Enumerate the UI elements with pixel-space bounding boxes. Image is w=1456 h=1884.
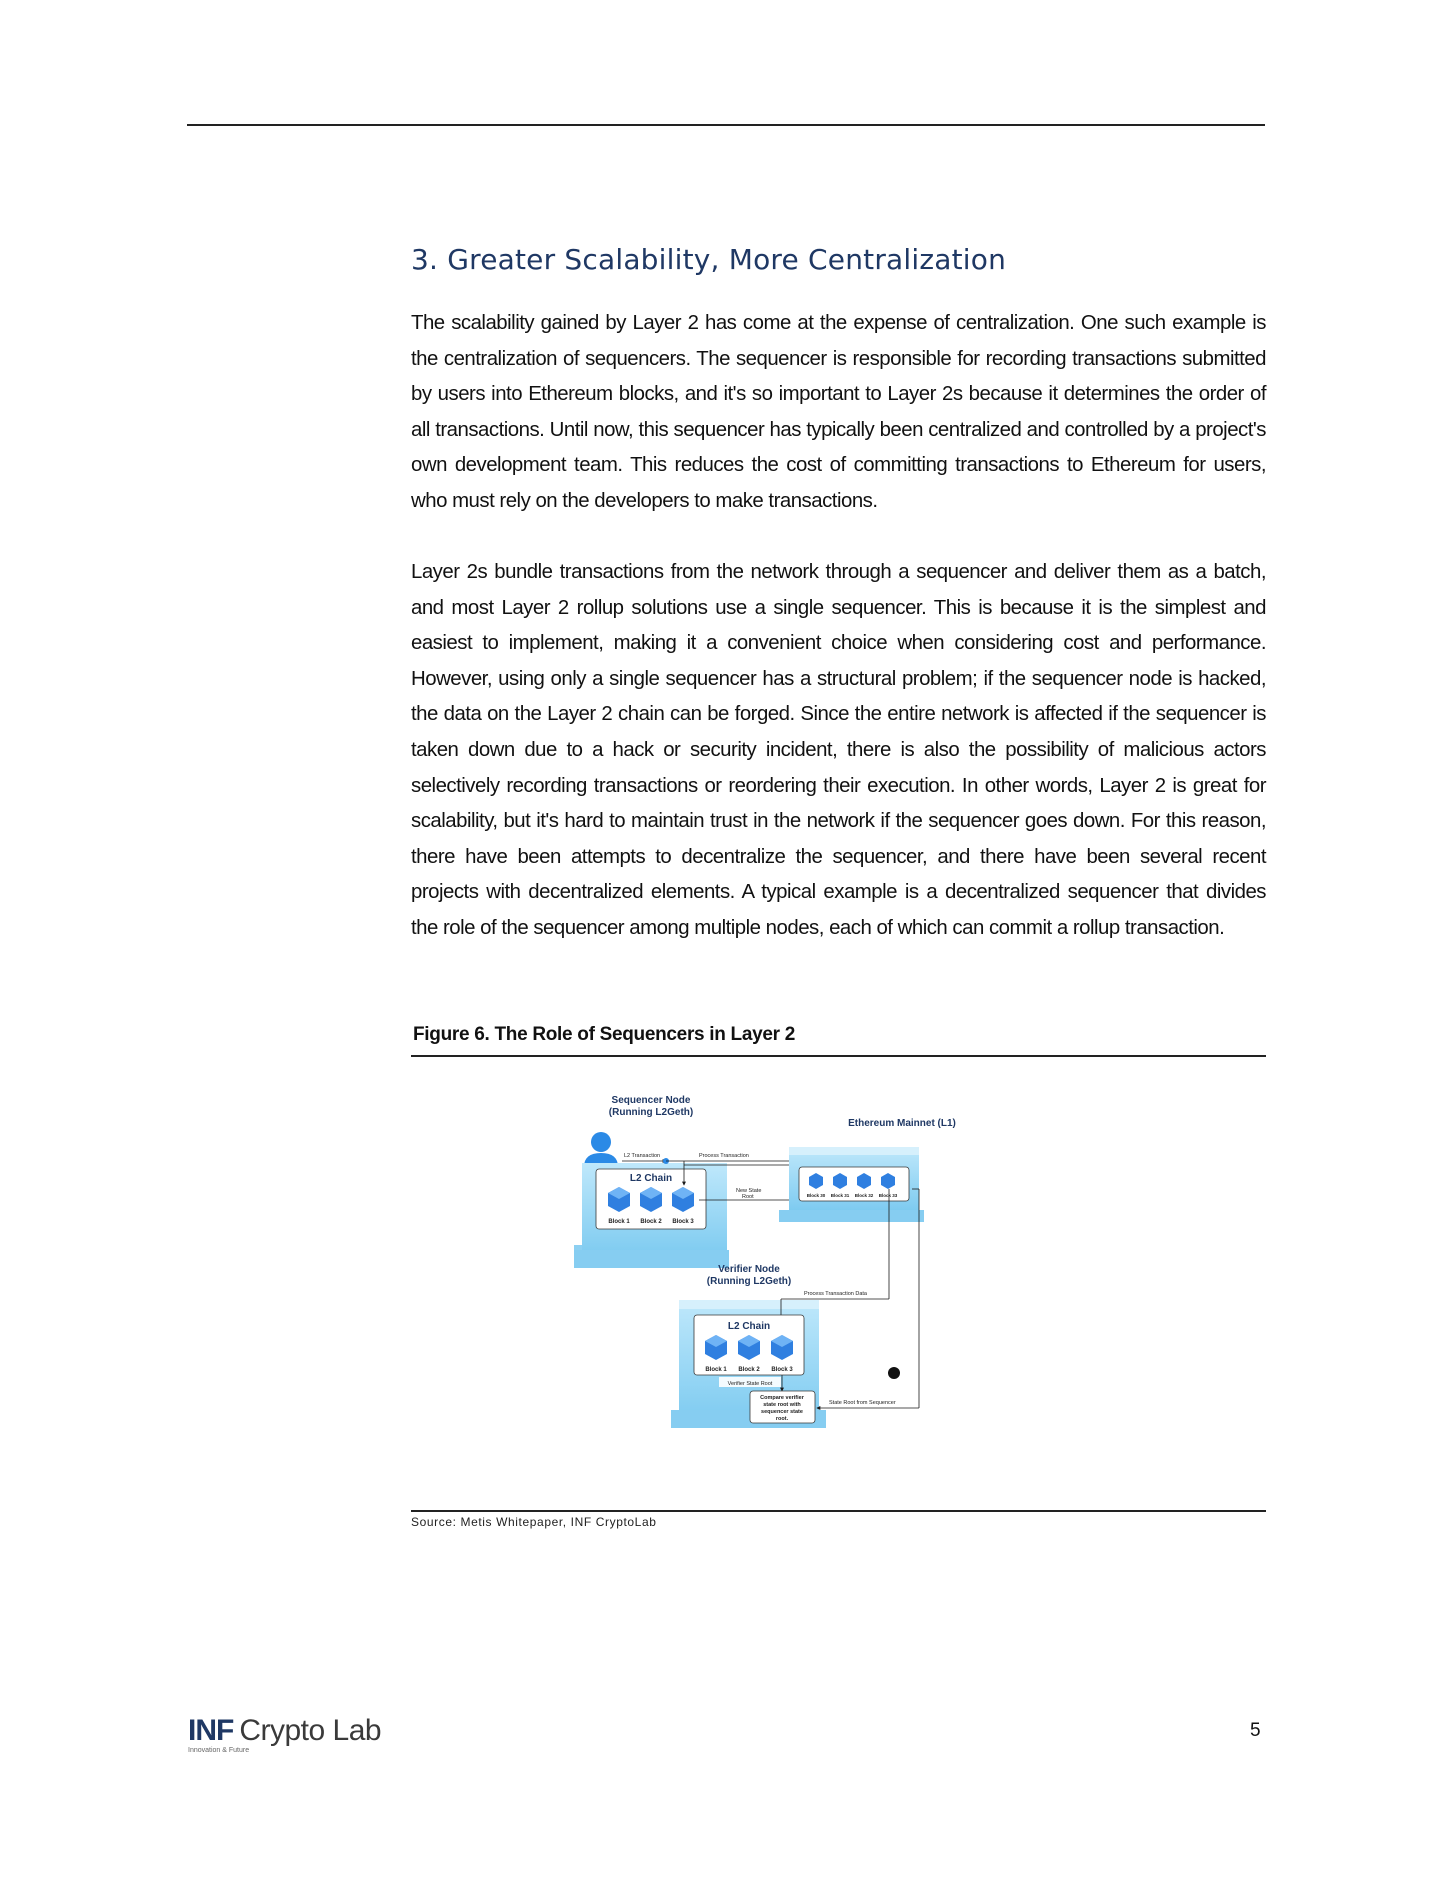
new-state-root-1: New State	[736, 1188, 762, 1194]
verifier-state-root-label: Verifier State Root	[727, 1381, 773, 1387]
section-heading: 3. Greater Scalability, More Centralization	[411, 243, 1007, 276]
page-number: 5	[1250, 1720, 1261, 1741]
inf-cryptolab-logo	[188, 1716, 381, 1754]
compare-line-3: sequencer state	[761, 1409, 803, 1415]
l2-transaction-label: L2 Transaction	[624, 1153, 661, 1159]
state-root-from-sequencer-label: State Root from Sequencer	[829, 1400, 896, 1406]
user-icon	[584, 1132, 618, 1167]
mainnet-title: Ethereum Mainnet (L1)	[848, 1118, 956, 1129]
header-rule	[187, 124, 1265, 126]
process-transaction-label: Process Transaction	[699, 1153, 749, 1159]
mainnet-block-31: Block 31	[830, 1193, 850, 1198]
figure-title: Figure 6. The Role of Sequencers in Layer 2	[413, 1024, 795, 1045]
figure-source: Source: Metis Whitepaper, INF CryptoLab	[411, 1515, 657, 1529]
figure-bottom-rule	[411, 1510, 1266, 1512]
verifier-title-1: Verifier Node	[718, 1264, 780, 1275]
compare-line-2: state root with	[763, 1402, 801, 1408]
figure-top-rule	[411, 1055, 1266, 1057]
sequencer-title-2: (Running L2Geth)	[608, 1107, 694, 1118]
sequencer-block-cubes	[608, 1187, 694, 1212]
process-transaction-data-label: Process Transaction Data	[804, 1291, 867, 1297]
paragraph-2: Layer 2s bundle transactions from the network through a sequencer and deliver them as a batch, and most Layer 2 rollup solutions use a single sequencer. This is because it is the simplest and easiest to implement, making it a convenient choice when considering cost and performance. However, using only a single sequencer has a structural problem; if the sequencer node is hacked, the data on the Layer 2 chain can be forged. Since the entire network is affected if the sequencer is taken down due to a hack or security incident, there is also the possibility of malicious actors selectively recording transactions or reordering their execution. In other words, Layer 2 is great for scalability, but it's hard to maintain trust in the network if the sequencer goes down. For this reason, there have been attempts to decentralize the sequencer, and there have been several recent projects with decentralized elements. A typical example is a decentralized sequencer that divides the role of the sequencer among multiple nodes, each of which can commit a rollup transaction.	[411, 561, 1266, 939]
logo-tagline: Innovation & Future	[188, 1747, 250, 1754]
sequencer-diagram	[574, 1085, 1114, 1500]
seq-block-3: Block 3	[672, 1219, 694, 1225]
sequencer-title-1: Sequencer Node	[611, 1095, 691, 1106]
mainnet-block-32: Block 32	[854, 1193, 874, 1198]
mainnet-block-33: Block 33	[878, 1193, 898, 1198]
sequencer-l2-chain-label: L2 Chain	[629, 1173, 673, 1184]
verifier-l2-chain-label: L2 Chain	[727, 1321, 771, 1332]
verifier-block-cubes	[705, 1335, 793, 1360]
logo-cryptolab: Crypto Lab	[239, 1714, 382, 1747]
logo-inf: INF	[188, 1714, 234, 1747]
seq-block-2: Block 2	[640, 1219, 662, 1225]
verifier-title-2: (Running L2Geth)	[706, 1276, 792, 1287]
compare-line-4: root.	[775, 1416, 789, 1422]
ver-block-1: Block 1	[705, 1367, 727, 1373]
seq-block-1: Block 1	[608, 1219, 630, 1225]
ver-block-2: Block 2	[738, 1367, 760, 1373]
ver-block-3: Block 3	[771, 1367, 793, 1373]
paragraph-1: The scalability gained by Layer 2 has come at the expense of centralization. One such example is the centralization of sequencers. The sequencer is responsible for recording transactions submitted by users into Ethereum blocks, and it's so important to Layer 2s because it determines the order of all transactions. Until now, this sequencer has typically been centralized and controlled by a project's own development team. This reduces the cost of committing transactions to Ethereum for users, who must rely on the developers to make transactions.	[411, 312, 1266, 512]
compare-line-1: Compare verifier	[760, 1395, 804, 1401]
new-state-root-2: Root	[742, 1194, 754, 1200]
mainnet-block-30: Block 30	[806, 1193, 826, 1198]
black-dot-marker	[888, 1367, 900, 1379]
